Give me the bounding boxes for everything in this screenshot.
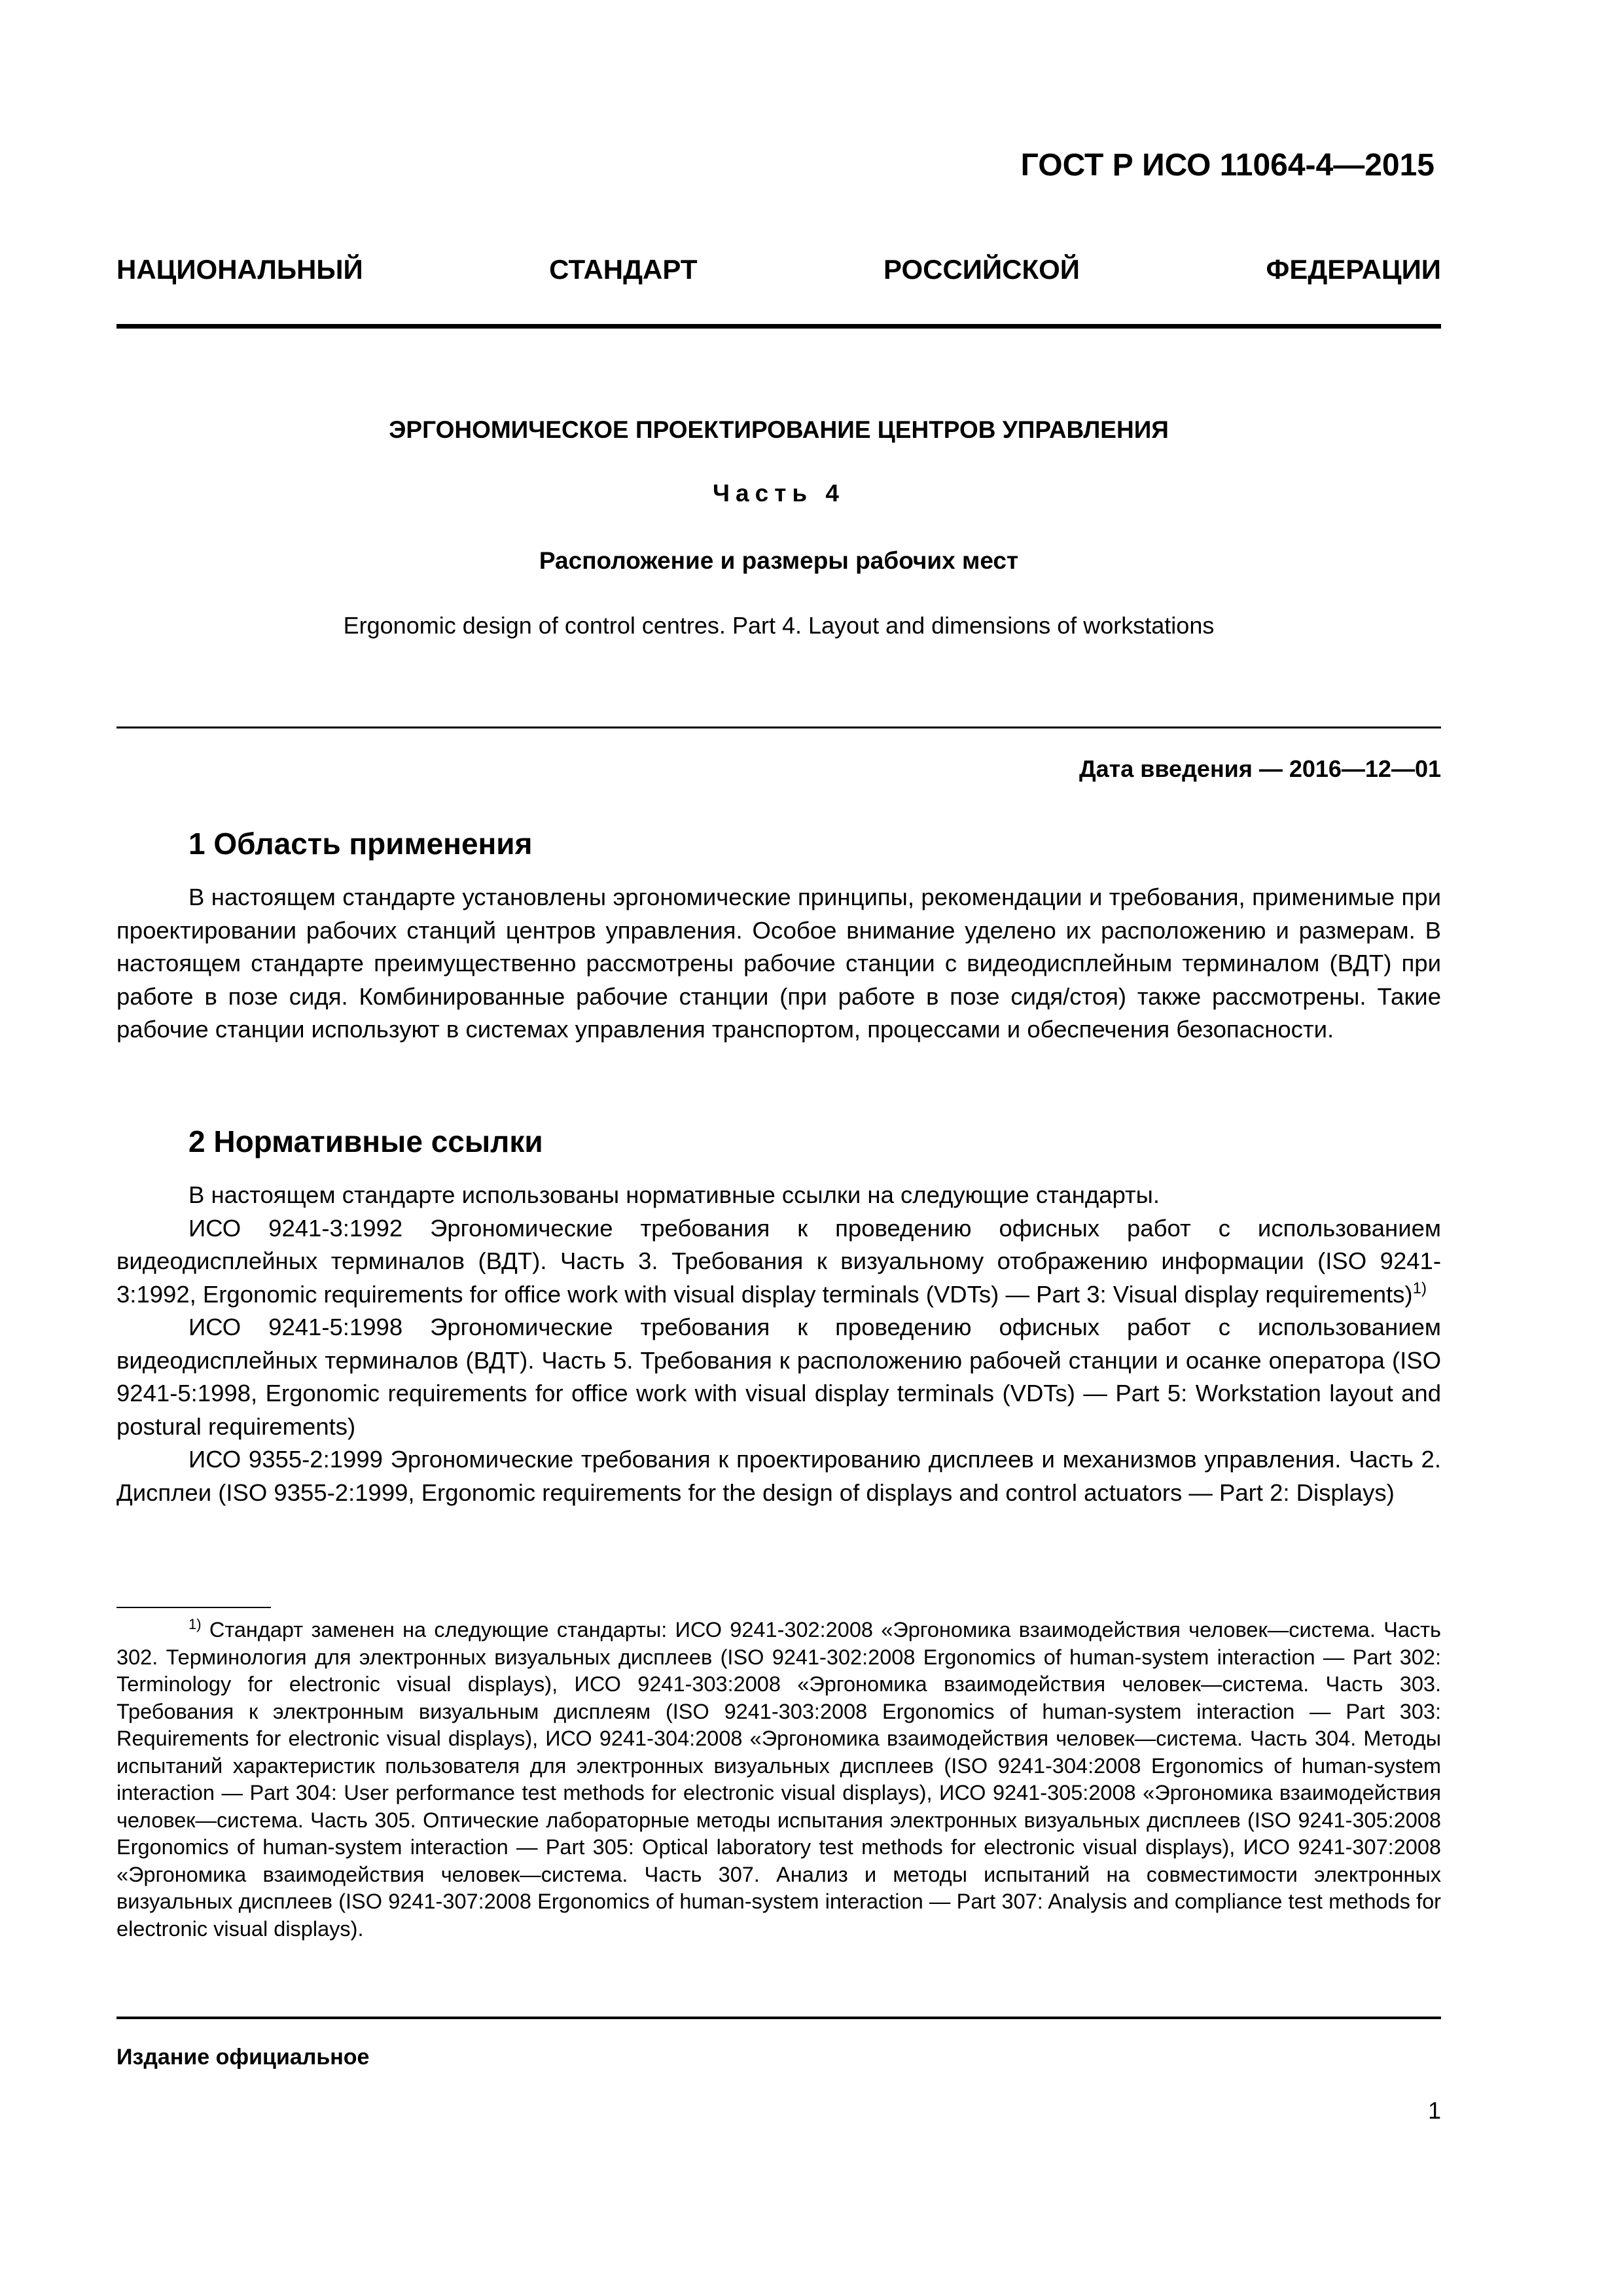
footnote-text: Стандарт заменен на следующие стандарты: ИСО 9241-302:2008 «Эргономика взаимодействия человек—система. Часть 302. Терминология для электронных визуальных дисплеев (ISO 9241-302:2008 Ergonomics of human-system interaction — Part 302: Terminology for electronic visual displays), ИСО 9241-303:2008 «Эргономика взаимодействия человек—система. Часть 303. Требования к электронным визуальным дисплеям (ISO 9241-303:2008 Ergonomics of human-system interaction — Part 303: Requirements for electronic visual displays), ИСО 9241-304:2008 «Эргономика взаимодействия человек—система. Часть 304. Методы испытаний характеристик пользователя для электронных визуальных дисплеев (ISO 9241-304:2008 Ergonomics of human-system interaction — Part 304: User performance test methods for electronic visual displays), ИСО 9241-305:2008 «Эргономика взаимодействия человек—система. Часть 305. Оптические лабораторные методы испытания электронных визуальных дисплеев (ISO 9241-305:2008 Ergonomics of human-system interaction — Part 305: Optical laboratory test methods for electronic visual displays), ИСО 9241-307:2008 «Эргономика взаимодействия человек—система. Часть 307. Анализ и методы испытаний на совместимости электронных визуальных дисплеев (ISO 9241-307:2008 Ergonomics of human-system interaction — Part 307: Analysis and compliance test methods for electronic visual displays). xyxy=(116,1618,1441,1941)
normative-reference-1-text: ИСО 9241-3:1992 Эргономические требования к проведению офисных работ с использованием видеодисплейных терминалов (ВДТ). Часть 3. Требования к визуальному отображению информации (ISO 9241-3:1992, Ergonomic requirements for office work with visual display terminals (VDTs) — Part 3: Visual display requirements) xyxy=(116,1214,1441,1308)
footnote-number: 1) xyxy=(188,1616,202,1632)
national-standard-header: НАЦИОНАЛЬНЫЙ СТАНДАРТ РОССИЙСКОЙ ФЕДЕРАЦИИ xyxy=(116,254,1441,285)
footnote xyxy=(116,1617,1441,1943)
footer-divider xyxy=(116,2017,1441,2019)
section-2-heading: 2 Нормативные ссылки xyxy=(188,1124,543,1158)
document-title: ЭРГОНОМИЧЕСКОЕ ПРОЕКТИРОВАНИЕ ЦЕНТРОВ УПРАВЛЕНИЯ xyxy=(389,416,1169,443)
section-2-body xyxy=(116,1179,1441,1509)
part-label: Часть 4 xyxy=(713,480,845,507)
title-divider xyxy=(116,726,1441,728)
english-title: Ergonomic design of control centres. Part 4. Layout and dimensions of workstations xyxy=(343,612,1215,639)
section-2-intro: В настоящем стандарте использованы нормативные ссылки на следующие стандарты. xyxy=(188,1181,1160,1208)
section-1-text: В настоящем стандарте установлены эргономические принципы, рекомендации и требования, применимые при проектировании рабочих станций центров управления. Особое внимание уделено их расположению и размерам. В настоящем стандарте преимущественно рассмотрены рабочие станции с видеодисплейным терминалом (ВДТ) при работе в позе сидя. Комбинированные рабочие станции (при работе в позе сидя/стоя) также рассмотрены. Такие рабочие станции используют в системах управления транспортом, процессами и обеспечения безопасности. xyxy=(116,884,1441,1043)
footnote-divider xyxy=(116,1607,271,1608)
edition-label: Издание официальное xyxy=(116,2045,370,2070)
footnote-marker: 1) xyxy=(1412,1279,1427,1297)
document-subtitle: Расположение и размеры рабочих мест xyxy=(539,547,1019,574)
header-divider xyxy=(116,324,1441,329)
section-1-heading: 1 Область применения xyxy=(188,827,533,861)
introduction-date: Дата введения — 2016—12—01 xyxy=(1079,755,1441,782)
normative-reference-2: ИСО 9241-5:1998 Эргономические требования к проведению офисных работ с использованием видеодисплейных терминалов (ВДТ). Часть 5. Требования к расположению рабочей станции и осанке оператора (ISO 9241-5:1998, Ergonomic requirements for office work with visual display terminals (VDTs) — Part 5: Workstation layout and postural requirements) xyxy=(116,1314,1441,1440)
standard-code: ГОСТ Р ИСО 11064-4—2015 xyxy=(1020,148,1435,183)
normative-reference-3: ИСО 9355-2:1999 Эргономические требования к проектированию дисплеев и механизмов управления. Часть 2. Дисплеи (ISO 9355-2:1999, Ergonomic requirements for the design of displays and control actuators — Part 2: Displays) xyxy=(116,1446,1441,1506)
page-number: 1 xyxy=(1427,2097,1441,2124)
normative-reference-1 xyxy=(116,1212,1441,1312)
